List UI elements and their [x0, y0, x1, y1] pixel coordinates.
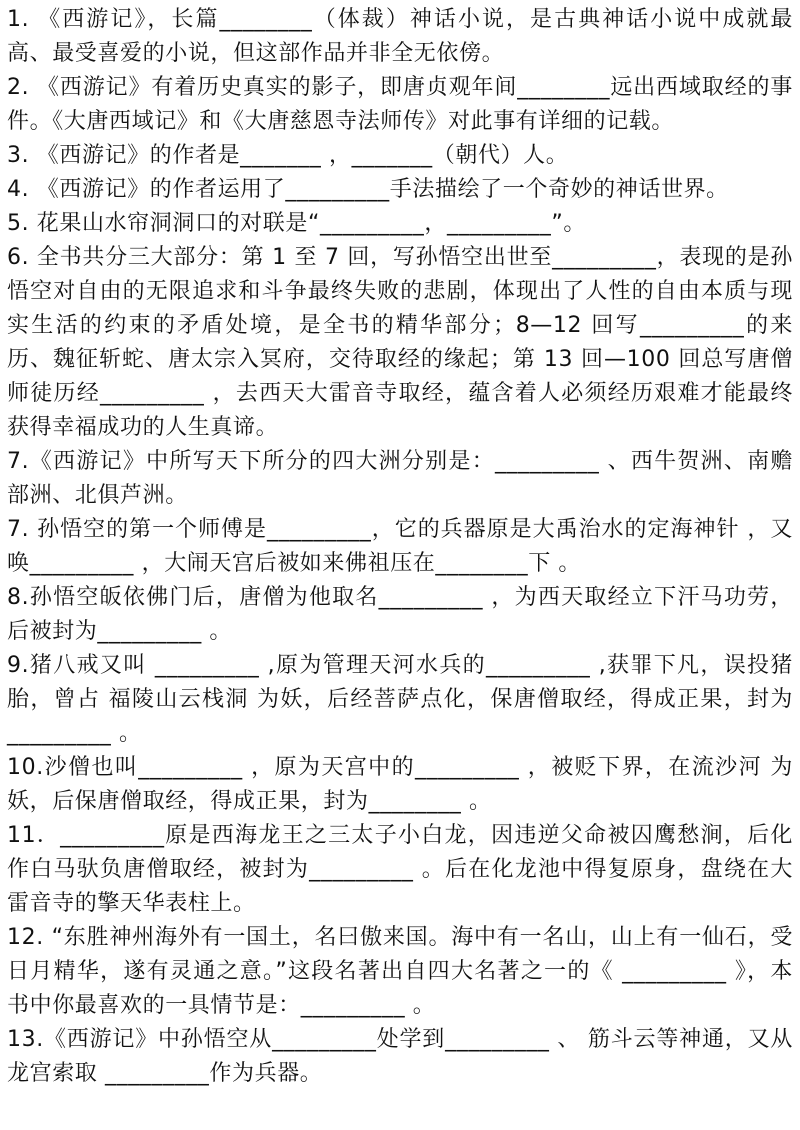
- question-6: 6. 全书共分三大部分：第 1 至 7 回，写孙悟空出世至_________，表现的是孙悟空对自由的无限追求和斗争最终失败的悲剧，体现出了人性的自由本质与现实生活的约束的矛盾处境，是全书的精华部分；8—12 回写_________的来历、魏征斩蛇、唐太宗入冥府，交待取经的缘起；第 13 回—100 回总写唐僧师徒历经_________ ，去西天大雷音寺取经，蕴含着人必须经历艰难才能最终获得幸福成功的人生真谛。: [7, 245, 793, 440]
- question-7a: 7.《西游记》中所写天下所分的四大洲分别是：_________ 、西牛贺洲、南赡部洲、北俱芦洲。: [7, 449, 793, 508]
- question-5: 5. 花果山水帘洞洞口的对联是“_________，_________”。: [7, 211, 586, 236]
- question-11: 11．_________原是西海龙王之三太子小白龙，因违逆父命被囚鹰愁涧，后化作白马驮负唐僧取经，被封为_________ 。后在化龙池中得复原身，盘绕在大雷音寺的擎天华表柱上。: [7, 823, 793, 916]
- question-8: 8.孙悟空皈依佛门后，唐僧为他取名_________ ，为西天取经立下汗马功劳，后被封为_________ 。: [7, 585, 793, 644]
- question-12: 12. “东胜神州海外有一国土，名曰傲来国。海中有一名山，山上有一仙石，受日月精华，遂有灵通之意。”这段名著出自四大名著之一的《 _________ 》，本书中你最喜欢的一具情节是：_________ 。: [7, 925, 793, 1018]
- question-4: 4. 《西游记》的作者运用了_________手法描绘了一个奇妙的神话世界。: [7, 177, 729, 202]
- worksheet: [7, 0, 793, 1091]
- question-9: 9.猪八戒又叫 _________ ,原为管理天河水兵的_________ ,获罪下凡，误投猪胎，曾占 福陵山云栈洞 为妖，后经菩萨点化，保唐僧取经，得成正果，封为_________ 。: [7, 653, 793, 746]
- question-7b: 7. 孙悟空的第一个师傅是_________，它的兵器原是大禹治水的定海神针 ，又唤_________ ，大闹天宫后被如来佛祖压在________下 。: [7, 517, 793, 576]
- question-10: 10.沙僧也叫_________ ，原为天宫中的_________ ，被贬下界，在流沙河 为妖，后保唐僧取经，得成正果，封为________ 。: [7, 755, 793, 814]
- question-3: 3. 《西游记》的作者是_______ ，_______（朝代）人。: [7, 143, 569, 168]
- question-1: 1. 《西游记》，长篇________（体裁）神话小说，是古典神话小说中成就最高、最受喜爱的小说，但这部作品并非全无依傍。: [7, 7, 793, 66]
- question-2: 2. 《西游记》有着历史真实的影子，即唐贞观年间________远出西域取经的事件。《大唐西域记》和《大唐慈恩寺法师传》对此事有详细的记载。: [7, 75, 793, 134]
- question-13: 13.《西游记》中孙悟空从_________处学到_________ 、 筋斗云等神通，又从龙宫索取 _________作为兵器。: [7, 1027, 793, 1086]
